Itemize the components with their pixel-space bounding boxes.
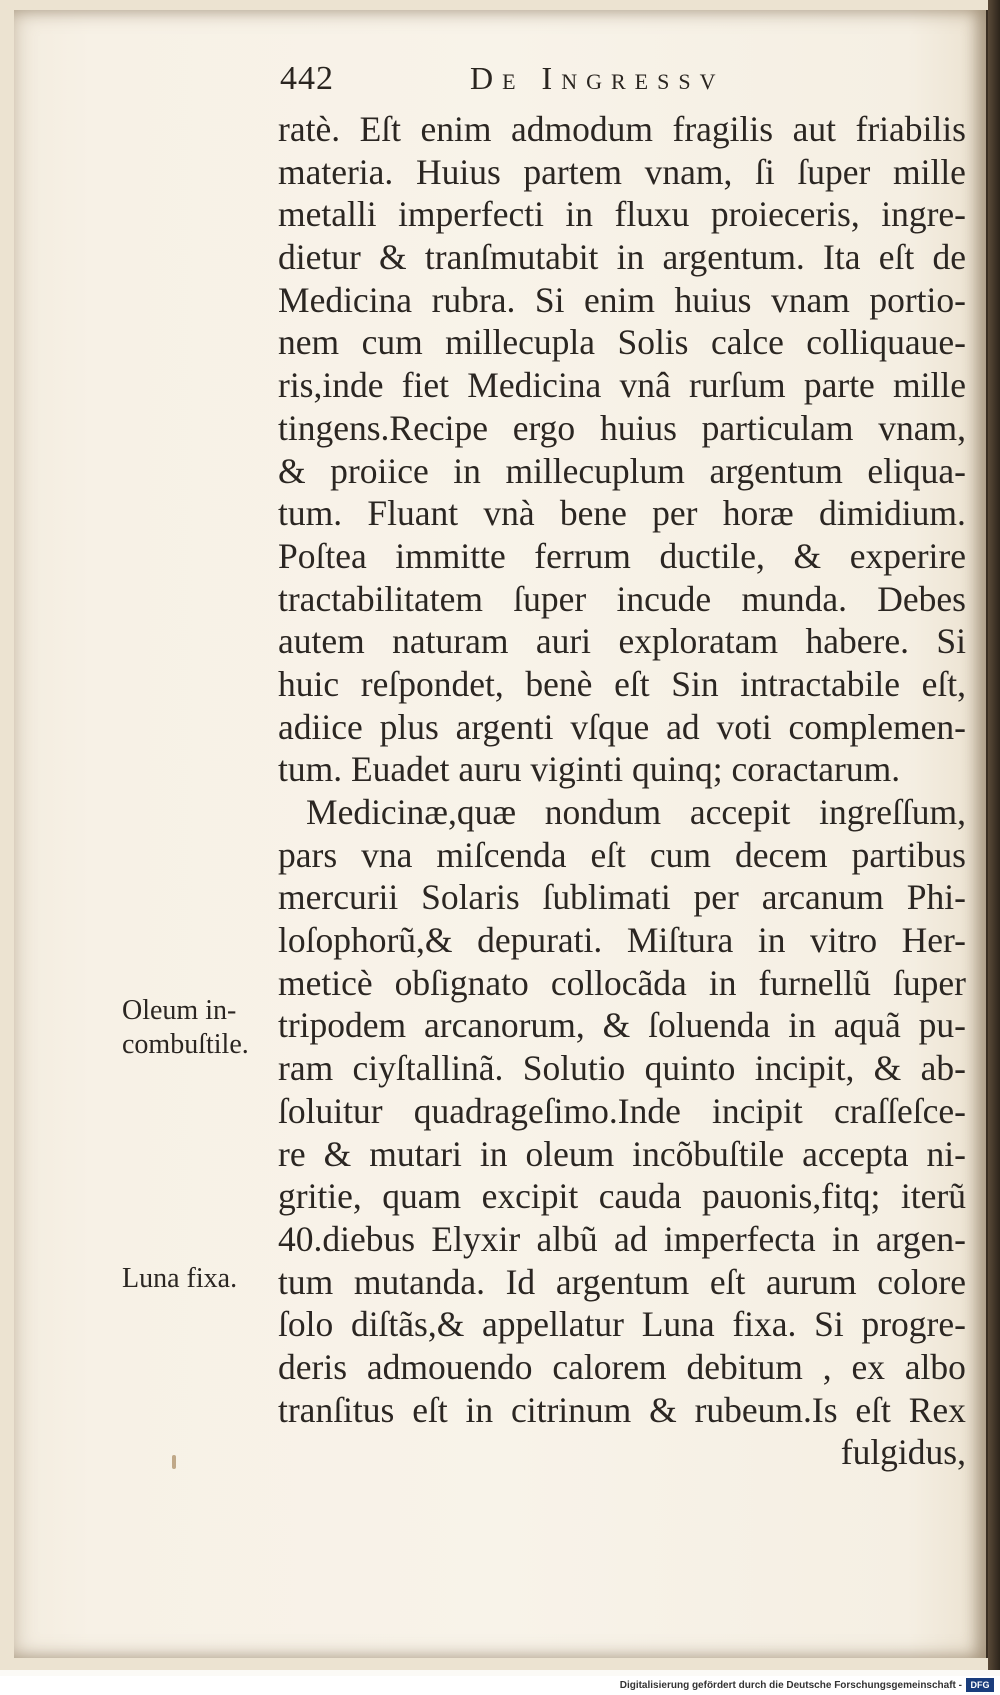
word: rurſum xyxy=(689,365,786,406)
word: depurati. xyxy=(477,920,603,961)
text-line xyxy=(278,492,966,535)
word: eſt, xyxy=(921,663,966,704)
word: mille xyxy=(893,365,966,406)
text-line: tum. Euadet auru viginti quinq; coractarum. xyxy=(278,749,901,790)
word: proiice xyxy=(330,450,429,491)
word: partem xyxy=(523,151,622,192)
text-line xyxy=(278,834,966,877)
text-line xyxy=(278,1004,966,1047)
margin-note-line: Luna fixa. xyxy=(122,1263,238,1294)
word: cum xyxy=(361,322,423,363)
word: eſt xyxy=(590,834,626,875)
word: in xyxy=(565,194,594,235)
word: mutari xyxy=(369,1133,462,1174)
word: 40.diebus xyxy=(278,1218,416,1259)
word: in xyxy=(708,962,737,1003)
word: Fluant xyxy=(367,493,459,534)
text-line xyxy=(278,791,966,834)
word: mille xyxy=(892,151,966,192)
word: ſi xyxy=(755,151,775,192)
word: vnam, xyxy=(644,151,733,192)
word: fixa. xyxy=(732,1304,797,1345)
word: colliquaue- xyxy=(806,322,966,363)
word: decem xyxy=(734,834,828,875)
word: vſque xyxy=(570,706,650,747)
word: tractabilitatem xyxy=(278,578,484,619)
word: per xyxy=(693,877,739,918)
word: Id xyxy=(505,1261,536,1302)
word: meticè xyxy=(278,962,373,1003)
word: accepit xyxy=(689,792,791,832)
word: eſt xyxy=(855,1389,891,1430)
word: Eſt xyxy=(359,109,402,149)
text-line xyxy=(278,236,966,279)
word: plus xyxy=(379,706,439,747)
word: huic xyxy=(278,663,340,704)
catchword: fulgidus, xyxy=(840,1432,966,1473)
text-line xyxy=(278,1303,966,1346)
word: dimidium. xyxy=(818,493,966,534)
word: loſophorũ,& xyxy=(278,920,453,961)
page-edge-shadow xyxy=(988,0,1000,1670)
word: experire xyxy=(849,535,966,576)
word: Si xyxy=(814,1304,844,1345)
word: iterũ xyxy=(900,1176,966,1217)
margin-note-line: combuſtile. xyxy=(122,1029,249,1060)
word: de xyxy=(932,237,966,278)
word: habere. xyxy=(805,621,909,662)
word: ram xyxy=(278,1048,334,1089)
word: in xyxy=(832,1218,860,1259)
word: progre- xyxy=(861,1304,966,1345)
word: Si xyxy=(534,279,565,320)
word: re xyxy=(278,1133,306,1174)
word: aquã xyxy=(833,1005,901,1046)
word: partibus xyxy=(851,834,966,875)
word: Luna xyxy=(641,1304,715,1345)
word: in xyxy=(616,237,645,278)
word: reſpondet, xyxy=(360,663,504,704)
body-text xyxy=(278,108,966,1474)
word: vnam xyxy=(770,279,850,320)
word: cauda xyxy=(598,1176,682,1217)
word: tranſitus xyxy=(278,1389,395,1430)
word: ductile, xyxy=(659,535,765,576)
word: quinto xyxy=(644,1048,736,1089)
word: fluxu xyxy=(614,194,690,235)
word: in xyxy=(757,920,786,961)
word: ad xyxy=(614,1218,648,1259)
word: pars xyxy=(278,834,338,875)
word: debitum xyxy=(686,1346,803,1387)
word: millecuplum xyxy=(505,450,685,491)
word: Si xyxy=(936,621,966,662)
word: vitro xyxy=(810,920,878,961)
word: vnà xyxy=(483,493,535,534)
word: eſt xyxy=(614,663,650,704)
word: Solaris xyxy=(421,877,520,918)
word: incõbuſtile xyxy=(632,1133,785,1174)
text-line xyxy=(278,876,966,919)
word: quam xyxy=(382,1176,462,1217)
word: oleum xyxy=(525,1133,615,1174)
word: excipit xyxy=(481,1176,579,1217)
word: tum. xyxy=(278,493,343,534)
text-line xyxy=(278,450,966,493)
word: incude xyxy=(616,578,712,619)
word: , xyxy=(822,1346,832,1387)
word: argenti xyxy=(455,706,554,747)
text-line xyxy=(278,1090,966,1133)
word: & xyxy=(323,1133,352,1174)
word: & xyxy=(873,1048,902,1089)
word: ergo xyxy=(512,407,576,448)
word: ex xyxy=(851,1346,885,1387)
word: dietur xyxy=(278,237,361,278)
word: mercurii xyxy=(278,877,399,918)
running-head xyxy=(280,58,980,108)
word: incipit, xyxy=(754,1048,855,1089)
word: ferrum xyxy=(534,535,631,576)
word: enim xyxy=(584,279,655,320)
word: complemen- xyxy=(788,706,966,747)
text-line xyxy=(278,1346,966,1389)
word: ſuper xyxy=(892,962,966,1003)
word: ſublimati xyxy=(542,877,671,918)
word: voti xyxy=(716,706,772,747)
word: nondum xyxy=(544,792,662,832)
word: arcanorum, xyxy=(424,1005,585,1046)
word: munda. xyxy=(741,578,847,619)
word: rubeum.Is xyxy=(694,1389,838,1430)
margin-note-line: Oleum in- xyxy=(122,995,237,1026)
word: aurum xyxy=(765,1261,857,1302)
word: exploratam xyxy=(618,621,779,662)
word: friabilis xyxy=(855,109,966,149)
word: bene xyxy=(559,493,627,534)
word: & xyxy=(649,1389,677,1430)
text-line xyxy=(278,407,966,450)
text-line xyxy=(278,321,966,364)
word: gritie, xyxy=(278,1176,362,1217)
word: portio- xyxy=(869,279,966,320)
word: & xyxy=(379,237,407,278)
text-line xyxy=(278,151,966,194)
word: tripodem xyxy=(278,1005,407,1046)
running-title: De Ingressv xyxy=(470,60,725,96)
word: & xyxy=(793,535,822,576)
word: ad xyxy=(666,706,700,747)
word: in xyxy=(453,450,481,491)
word: imperfecta xyxy=(663,1218,816,1259)
word: particulam xyxy=(701,407,854,448)
word: argentum xyxy=(555,1261,690,1302)
word: argentum. xyxy=(662,237,805,278)
word: ſoluitur xyxy=(278,1090,383,1131)
word: tum xyxy=(278,1261,334,1302)
word: parte xyxy=(803,365,875,406)
word: eſt xyxy=(709,1261,746,1302)
word: & xyxy=(278,450,306,491)
word: eſt xyxy=(878,237,915,278)
word: benè xyxy=(525,663,593,704)
word: diſtãs,& xyxy=(350,1304,465,1345)
word: Debes xyxy=(877,578,966,619)
word: obſignato xyxy=(394,962,529,1003)
text-line xyxy=(278,663,966,706)
word: vna xyxy=(361,834,413,875)
word: huius xyxy=(599,407,677,448)
word: auri xyxy=(535,621,592,662)
word: fiet xyxy=(401,365,450,406)
word: Medicina xyxy=(467,365,602,406)
word: tingens.Recipe xyxy=(278,407,488,448)
word: ſuper xyxy=(797,151,871,192)
text-line xyxy=(278,706,966,749)
word: & xyxy=(602,1005,631,1046)
word: craſſeſce- xyxy=(833,1090,966,1131)
word: colore xyxy=(877,1261,966,1302)
digitization-credit: Digitalisierung gefördert durch die Deutsche Forschungsgemeinschaft - xyxy=(619,1680,962,1691)
word: per xyxy=(652,493,698,534)
text-line xyxy=(278,620,966,663)
word: adiice xyxy=(278,706,363,747)
word: Her- xyxy=(901,920,966,961)
word: pauonis,fitq; xyxy=(701,1176,881,1217)
word: ciyſtallinã. xyxy=(352,1048,504,1089)
word: ſuper xyxy=(513,578,587,619)
word: furnellũ xyxy=(758,962,871,1003)
word: Huius xyxy=(415,151,501,192)
text-line xyxy=(278,108,966,151)
page-number: 442 xyxy=(280,60,334,97)
word: albo xyxy=(904,1346,966,1387)
word: Rex xyxy=(908,1389,966,1430)
word: ingre- xyxy=(881,194,966,235)
word: in xyxy=(788,1005,816,1046)
word: arcanum xyxy=(761,877,884,918)
margin-note-oleum xyxy=(122,994,249,1062)
word: Ita xyxy=(823,237,861,278)
word: Medicina xyxy=(278,279,413,320)
word: intractabile xyxy=(740,663,900,704)
word: collocãda xyxy=(550,962,687,1003)
word: deris xyxy=(278,1346,348,1387)
word: ingreſſum, xyxy=(819,792,966,832)
text-line xyxy=(278,1261,966,1304)
word: argentum xyxy=(709,450,843,491)
word: ni- xyxy=(926,1133,966,1174)
text-line xyxy=(278,919,966,962)
text-line xyxy=(278,1218,966,1261)
text-line xyxy=(278,1389,966,1432)
text-line xyxy=(278,364,966,407)
word: naturam xyxy=(392,621,509,662)
word: cum xyxy=(649,834,712,875)
word: albũ xyxy=(536,1218,598,1259)
word: millecupla xyxy=(445,322,595,363)
word: Solutio xyxy=(522,1048,626,1089)
word: ſoluenda xyxy=(648,1005,771,1046)
word: aut xyxy=(792,109,836,149)
word: fragilis xyxy=(672,109,774,149)
word: autem xyxy=(278,621,365,662)
word: tranſmutabit xyxy=(424,237,599,278)
word: enim xyxy=(420,109,492,149)
word: huius xyxy=(674,279,752,320)
word: in xyxy=(465,1389,494,1430)
word: horæ xyxy=(722,493,794,534)
word: Poſtea xyxy=(278,535,367,576)
word: calorem xyxy=(552,1346,667,1387)
text-line xyxy=(278,962,966,1005)
word: eliqua- xyxy=(867,450,966,491)
text-line xyxy=(278,535,966,578)
word: admouendo xyxy=(366,1346,533,1387)
word: appellatur xyxy=(482,1304,624,1345)
text-line xyxy=(278,1175,966,1218)
word: vnâ xyxy=(619,365,671,406)
word: ſolo xyxy=(278,1304,334,1345)
word: admodum xyxy=(511,109,654,149)
word: incipit xyxy=(712,1090,803,1131)
word: citrinum xyxy=(511,1389,632,1430)
word: metalli xyxy=(278,194,377,235)
dfg-logo: DFG xyxy=(966,1678,994,1692)
word: calce xyxy=(710,322,784,363)
word: ratè. xyxy=(278,109,341,149)
word: nem xyxy=(278,322,340,363)
word: Solis xyxy=(617,322,689,363)
word: Sin xyxy=(671,663,719,704)
text-line xyxy=(278,1133,966,1176)
word: Medicinæ,quæ xyxy=(306,792,517,832)
word: Phi- xyxy=(906,877,966,918)
word: ab- xyxy=(920,1048,966,1089)
word: miſcenda xyxy=(436,834,567,875)
word: accepta xyxy=(802,1133,909,1174)
text-line xyxy=(278,279,966,322)
ink-smudge xyxy=(172,1455,176,1469)
margin-note-luna xyxy=(122,1262,237,1296)
word: proieceris, xyxy=(710,194,860,235)
word: materia. xyxy=(278,151,394,192)
text-line xyxy=(278,1047,966,1090)
word: in xyxy=(479,1133,508,1174)
word: rubra. xyxy=(431,279,516,320)
word: vnam, xyxy=(878,407,966,448)
word: ris,inde xyxy=(278,365,384,406)
word: mutanda. xyxy=(353,1261,485,1302)
word: argen- xyxy=(875,1218,966,1259)
text-line xyxy=(278,193,966,236)
word: imperfecti xyxy=(398,194,544,235)
word: Elyxir xyxy=(431,1218,521,1259)
word: pu- xyxy=(918,1005,966,1046)
word: Miſtura xyxy=(626,920,734,961)
text-line xyxy=(278,578,966,621)
word: immitte xyxy=(395,535,506,576)
word: eſt xyxy=(412,1389,448,1430)
word: quadrageſimo.Inde xyxy=(413,1090,681,1131)
